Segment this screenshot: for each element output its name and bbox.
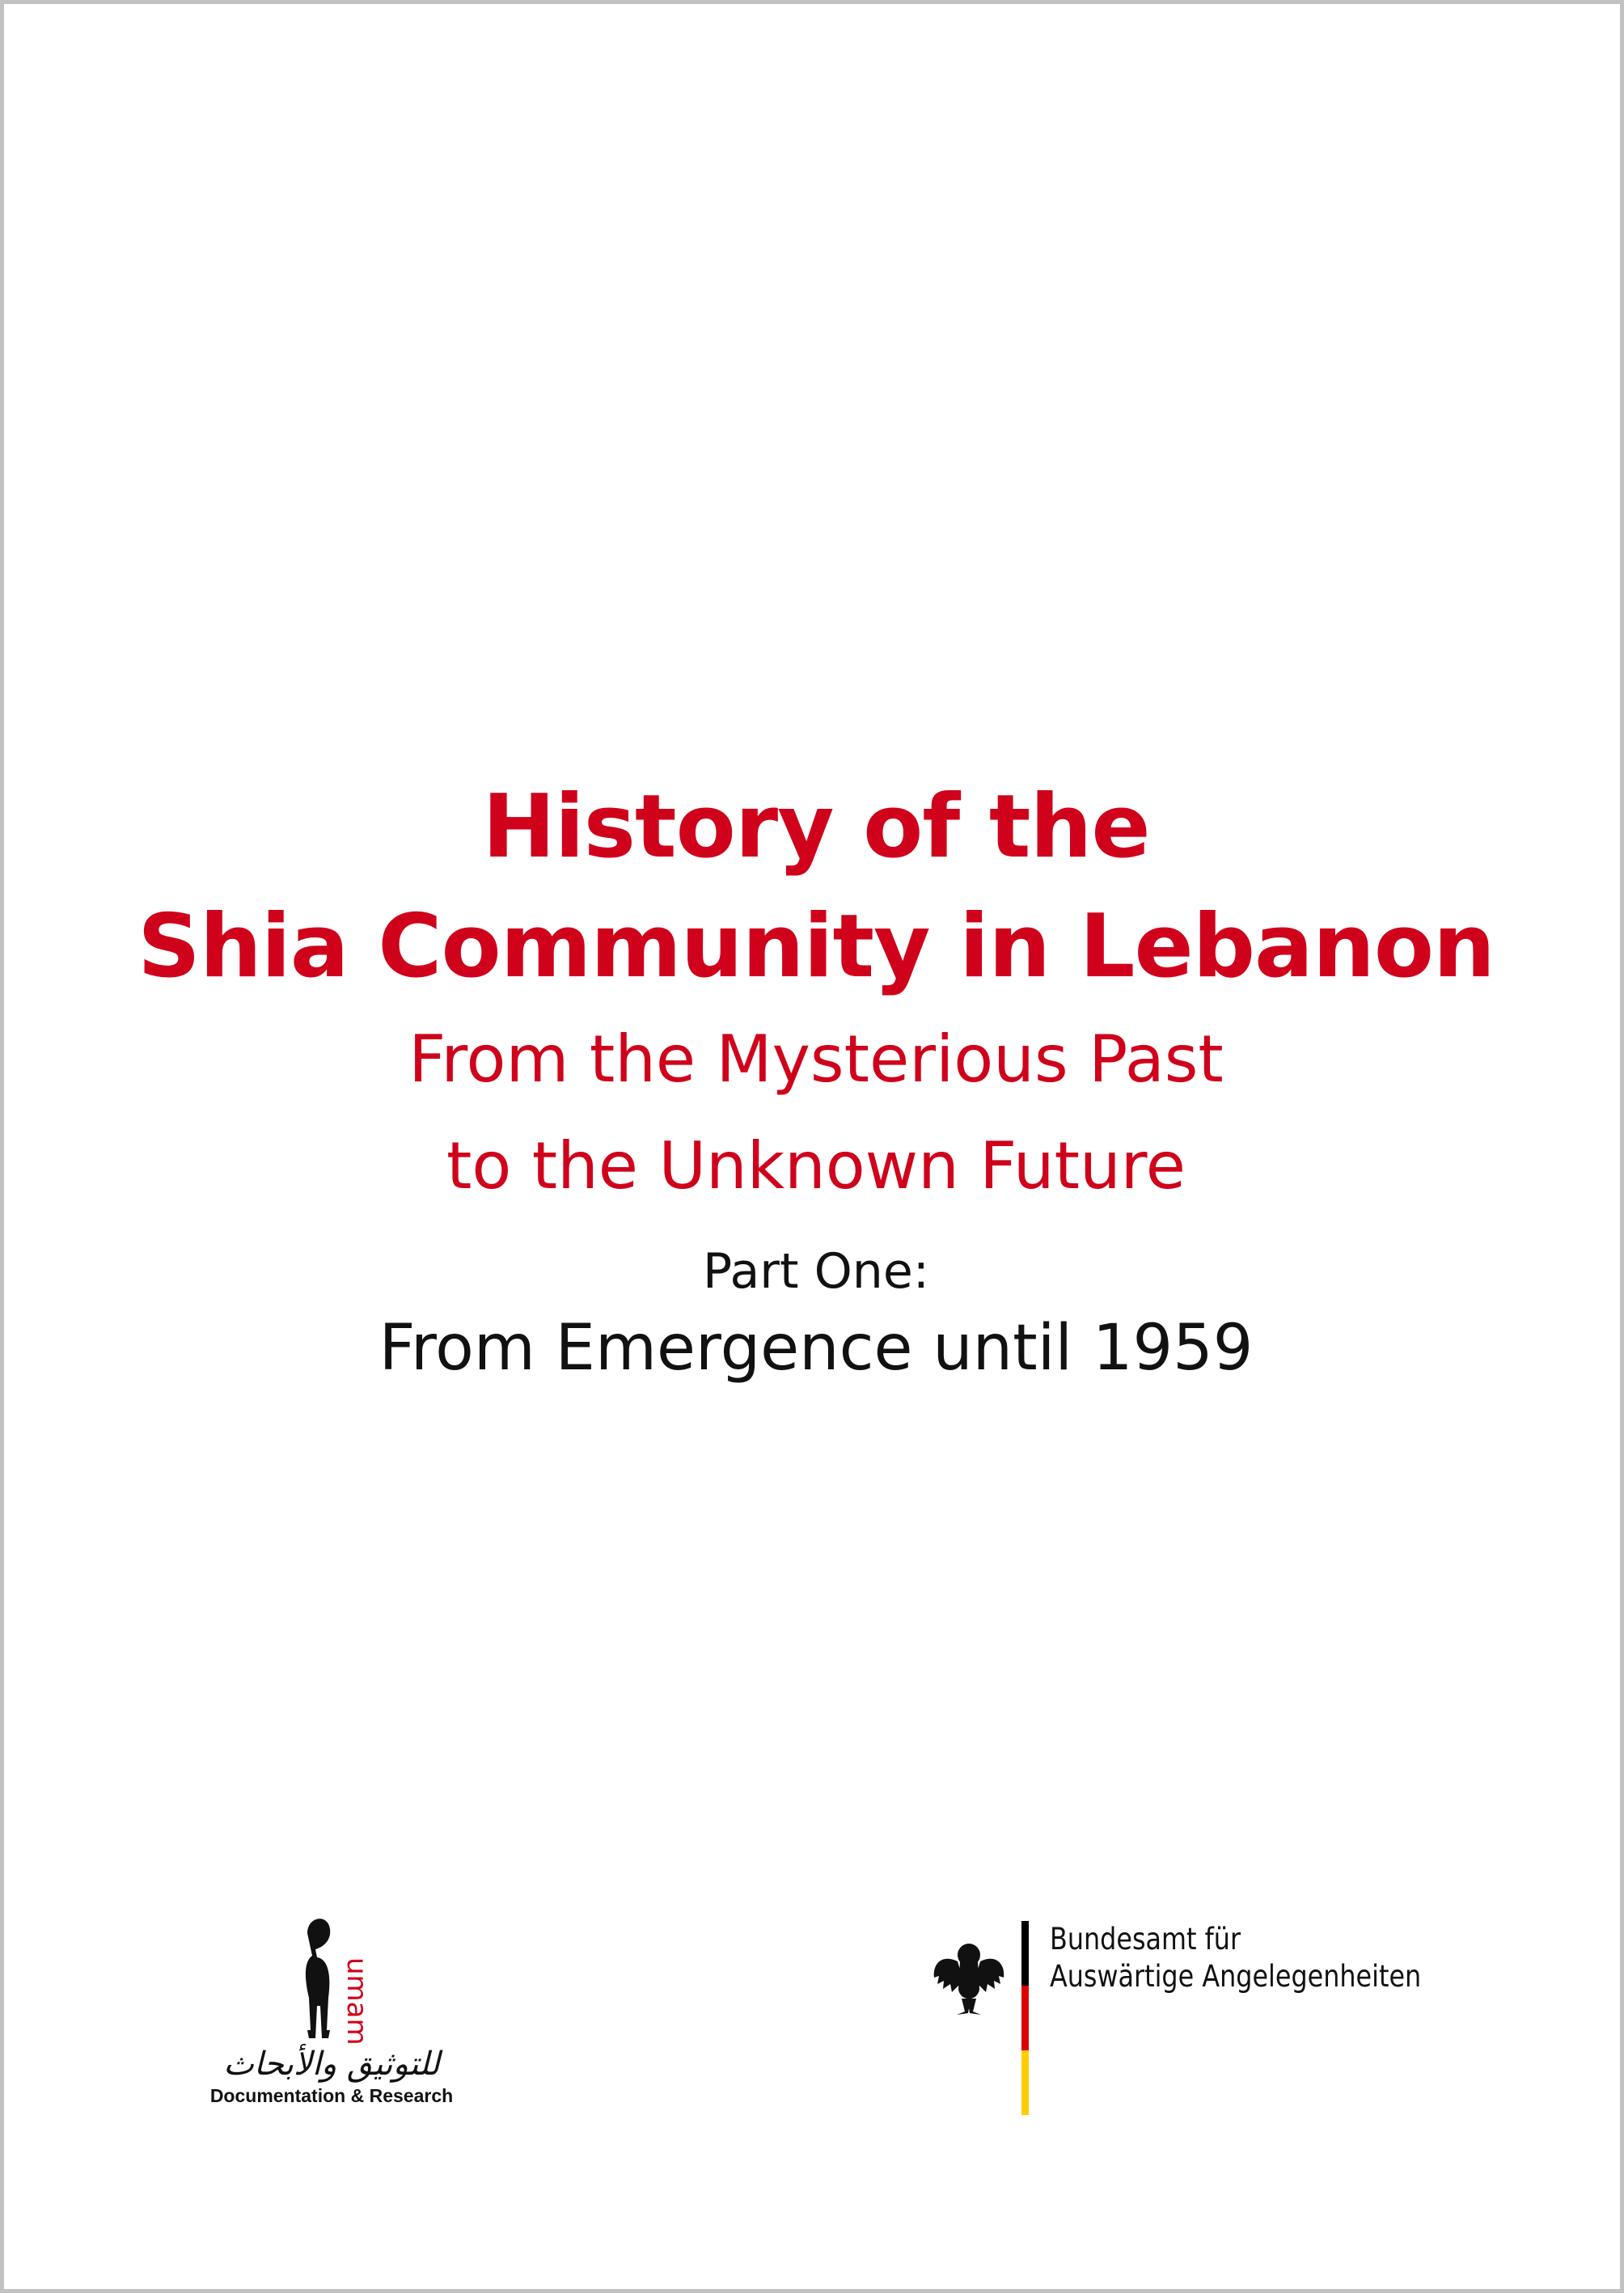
part-label: Part One: [703, 1243, 929, 1300]
umam-red-wordmark: umam [340, 1957, 373, 2046]
cover-subtitle-line-2: to the Unknown Future [446, 1128, 1186, 1204]
umam-arabic-text: للتوثيق والأبحاث [223, 2046, 440, 2083]
cover-title-line-1: History of the [482, 776, 1150, 878]
bundesamt-line-2: Auswärtige Angelegenheiten [1050, 1959, 1422, 1994]
part-title: From Emergence until 1959 [379, 1312, 1254, 1385]
bundesamt-logo [933, 1921, 1434, 2115]
cover-title-line-2: Shia Community in Lebanon [137, 896, 1495, 997]
umam-logo [186, 1909, 477, 2119]
umam-logo-mark [186, 1909, 477, 2083]
bundesamt-text [1050, 1921, 1421, 1995]
umam-caption: Documentation & Research [209, 2085, 454, 2106]
bundesamt-line-1: Bundesamt für [1050, 1922, 1241, 1957]
german-eagle-icon [933, 1921, 1046, 2115]
cover-subtitle-line-1: From the Mysterious Past [408, 1022, 1224, 1097]
